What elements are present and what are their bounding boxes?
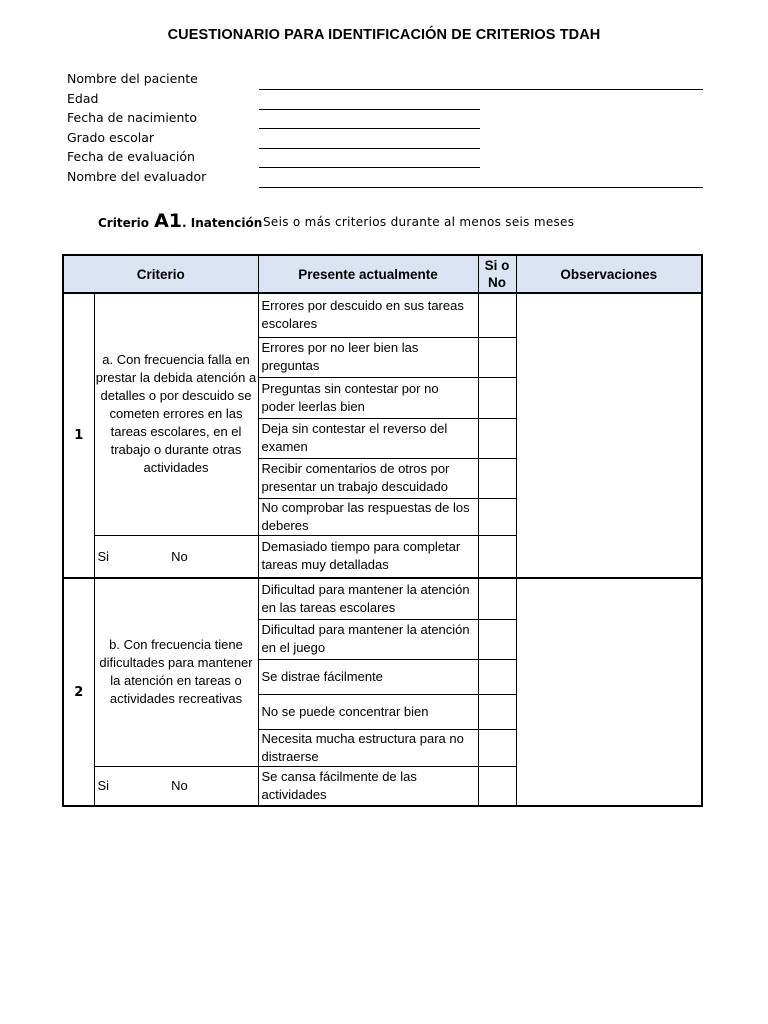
field-school-grade: [67, 130, 707, 150]
symptom-item: Preguntas sin contestar por no poder leerlas bien: [258, 377, 478, 418]
document-title: CUESTIONARIO PARA IDENTIFICACIÓN DE CRITERIOS TDAH: [167, 27, 601, 43]
header-criterio: Criterio: [63, 255, 258, 293]
field-label: Nombre del paciente: [67, 71, 198, 86]
field-input-line[interactable]: [259, 187, 703, 188]
symptom-item: Errores por no leer bien las preguntas: [258, 337, 478, 377]
table-row: [63, 578, 702, 619]
yes-no-selector[interactable]: [94, 535, 258, 578]
symptom-item: Dificultad para mantener la atención en el juego: [258, 619, 478, 659]
symptom-item: Recibir comentarios de otros por presentar un trabajo descuidado: [258, 458, 478, 498]
symptom-item: Se distrae fácilmente: [258, 659, 478, 694]
criterion-requirement: Seis o más criterios durante al menos seis meses: [263, 215, 575, 229]
header-observaciones: Observaciones: [516, 255, 702, 293]
criterion-description: a. Con frecuencia falla en prestar la debida atención a detalles o por descuido se cometen errores en las tareas escolares, en el trabajo o durante otras actividades: [94, 293, 258, 535]
yes-option[interactable]: Si: [97, 548, 110, 564]
symptom-item: Se cansa fácilmente de las actividades: [258, 766, 478, 806]
sino-answer-cell[interactable]: [478, 458, 516, 498]
criterion-name: . Inatención: [182, 216, 263, 230]
symptom-item: Deja sin contestar el reverso del examen: [258, 418, 478, 458]
criterion-description: b. Con frecuencia tiene dificultades para mantener la atención en tareas o actividades recreativas: [94, 578, 258, 766]
sino-answer-cell[interactable]: [478, 535, 516, 578]
sino-answer-cell[interactable]: [478, 418, 516, 458]
header-presente: Presente actualmente: [258, 255, 478, 293]
no-option[interactable]: No: [171, 778, 188, 794]
table-row: [63, 293, 702, 337]
observations-cell[interactable]: [516, 293, 702, 578]
symptom-item: Necesita mucha estructura para no distraerse: [258, 729, 478, 766]
symptom-item: Demasiado tiempo para completar tareas muy detalladas: [258, 535, 478, 578]
field-birth-date: [67, 110, 707, 130]
criteria-table: [62, 254, 703, 807]
symptom-item: No se puede concentrar bien: [258, 694, 478, 729]
field-label: Fecha de evaluación: [67, 149, 195, 164]
criterion-number: 1: [63, 293, 94, 578]
observations-cell[interactable]: [516, 578, 702, 806]
field-label: Nombre del evaluador: [67, 168, 207, 184]
criterion-number: 2: [63, 578, 94, 806]
yes-option[interactable]: Si: [97, 778, 110, 794]
criterion-prefix: Criterio: [98, 216, 149, 230]
sino-answer-cell[interactable]: [478, 498, 516, 535]
field-label: Fecha de nacimiento: [67, 110, 197, 125]
field-evaluator-name: [67, 169, 707, 189]
field-patient-name: [67, 71, 707, 91]
field-age: [67, 91, 707, 111]
no-option[interactable]: No: [171, 548, 188, 564]
sino-answer-cell[interactable]: [478, 619, 516, 659]
field-label: Grado escolar: [67, 129, 155, 145]
sino-answer-cell[interactable]: [478, 659, 516, 694]
criterion-code: A1: [154, 210, 183, 232]
sino-answer-cell[interactable]: [478, 766, 516, 806]
field-evaluation-date: [67, 149, 707, 169]
sino-answer-cell[interactable]: [478, 337, 516, 377]
sino-answer-cell[interactable]: [478, 293, 516, 337]
criterion-heading: [98, 210, 262, 232]
header-sino: Si o No: [478, 255, 516, 293]
symptom-item: Dificultad para mantener la atención en las tareas escolares: [258, 578, 478, 619]
symptom-item: No comprobar las respuestas de los deberes: [258, 498, 478, 535]
sino-answer-cell[interactable]: [478, 729, 516, 766]
yes-no-selector[interactable]: [94, 766, 258, 806]
table-header-row: [63, 255, 702, 293]
sino-answer-cell[interactable]: [478, 377, 516, 418]
symptom-item: Errores por descuido en sus tareas escolares: [258, 293, 478, 337]
field-label: Edad: [67, 90, 99, 106]
sino-answer-cell[interactable]: [478, 578, 516, 619]
sino-answer-cell[interactable]: [478, 694, 516, 729]
